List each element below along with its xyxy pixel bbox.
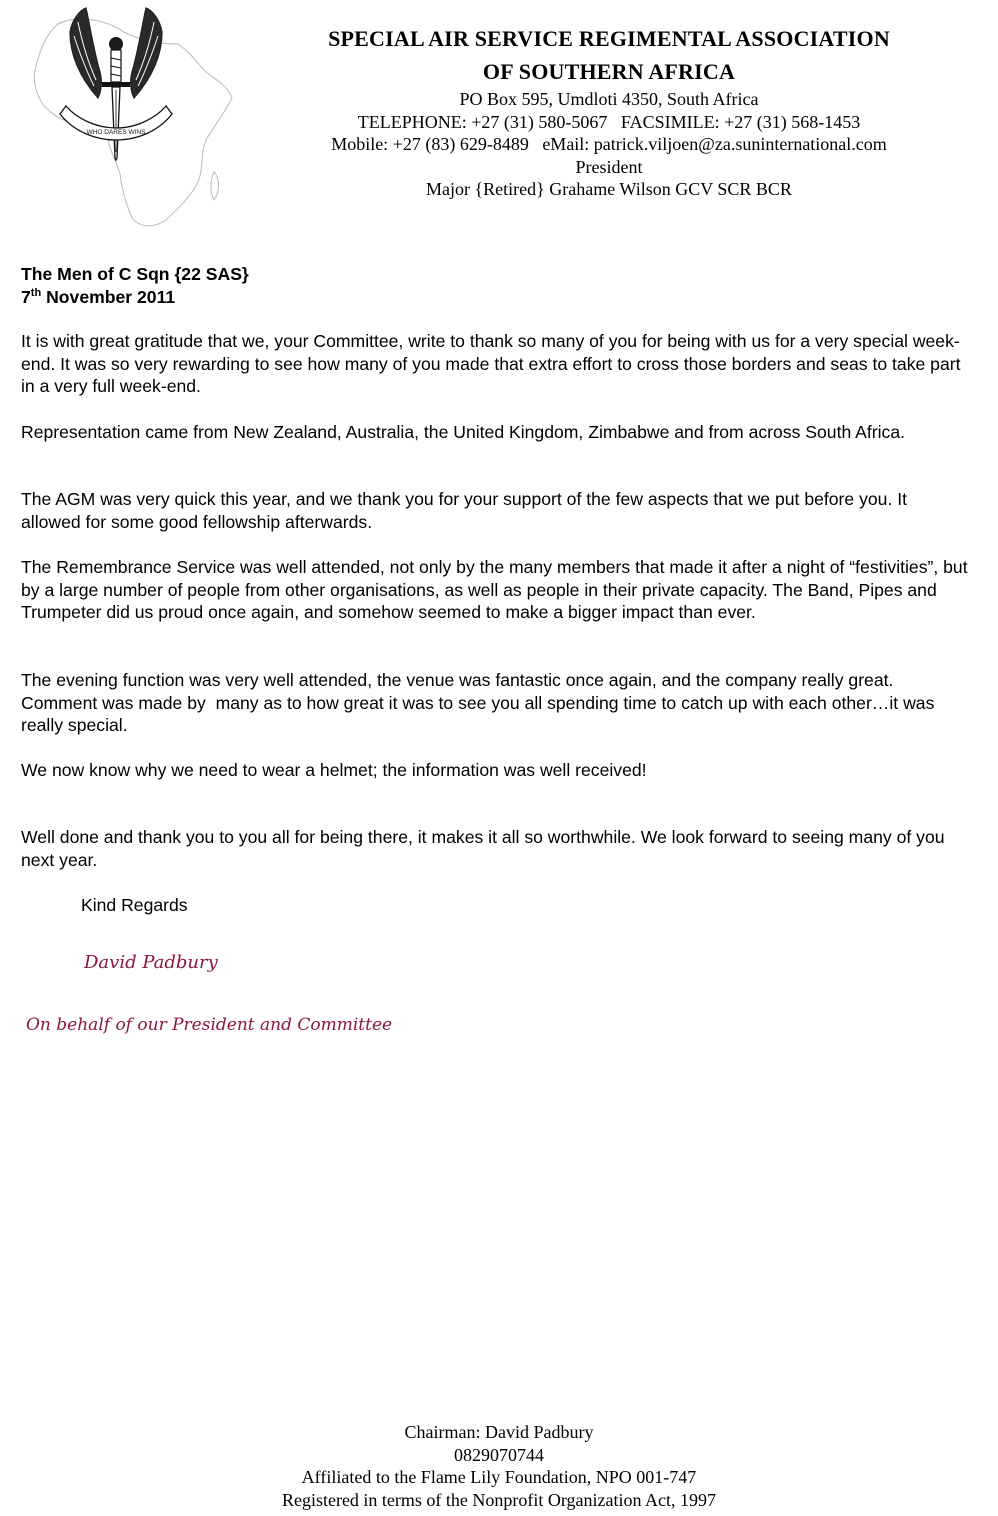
president-label: President [575, 156, 643, 177]
left-wing-icon [70, 8, 101, 98]
paragraph-evening-function: The evening function was very well attended, the venue was fantastic once again, and the company really great. Comment was made by many as to how great it was to see you all spending time to catch up with each other…it was really special. [21, 670, 940, 735]
registration-note: Registered in terms of the Nonprofit Organization Act, 1997 [281, 1489, 717, 1510]
closing-regards: Kind Regards [81, 895, 188, 915]
chairman-name: Chairman: David Padbury [404, 1422, 594, 1442]
date-suffix: th [30, 287, 42, 300]
paragraph-agm: The AGM was very quick this year, and we thank you for your support of the few aspects that we put before you. It allowed for some good fellowship afterwards. [21, 489, 908, 532]
affiliation-note: Affiliated to the Flame Lily Foundation, NPO 001-747 [301, 1467, 697, 1487]
postal-address: PO Box 595, Umdloti 4350, South Africa [459, 89, 759, 109]
paragraph-remembrance: The Remembrance Service was well attended, not only by the many members that made it after a night of “festivities”, but by a large number of people from other organisations, as well as people in their private capacity. The Band, Pipes and Trumpeter did us proud once again, and somehow seemed to make a bigger impact than ever. [21, 557, 968, 622]
sas-emblem-logo [28, 2, 238, 234]
mobile-email: Mobile: +27 (83) 629-8489 eMail: patrick.viljoen@za.suninternational.com [331, 134, 887, 154]
chairman-phone: 0829070744 [454, 1444, 544, 1465]
paragraph-thanks: Well done and thank you to you all for being there, it makes it all so worthwhile. We look forward to seeing many of you next year. [21, 827, 945, 870]
right-wing-icon [131, 8, 162, 98]
date-month-year: November 2011 [41, 287, 176, 307]
letter-footer [180, 1421, 818, 1511]
telephone-fax: TELEPHONE: +27 (31) 580-5067 FACSIMILE: +27 (31) 568-1453 [357, 111, 861, 132]
signature-david-padbury: David Padbury [84, 952, 218, 973]
africa-map-outline [34, 19, 232, 226]
date-day: 7 [21, 287, 31, 307]
paragraph-gratitude: It is with great gratitude that we, your Committee, write to thank so many of you for being with us for a very special week-end. It was so very rewarding to see how many of you made that extra effort to cross those borders and seas to take part in a very full week-end. [21, 331, 961, 396]
letter-date [21, 286, 971, 309]
paragraph-helmet: We now know why we need to wear a helmet; the information was well received! [21, 760, 647, 780]
association-name-line2: OF SOUTHERN AFRICA [482, 59, 736, 84]
recipient-line: The Men of C Sqn {22 SAS} [21, 264, 249, 284]
dagger-icon [102, 37, 130, 160]
president-name: Major {Retired} Grahame Wilson GCV SCR BCR [426, 179, 792, 199]
letterhead [300, 22, 918, 201]
paragraph-representation: Representation came from New Zealand, Australia, the United Kingdom, Zimbabwe and from across South Africa. [21, 422, 906, 442]
motto-text: WHO DARES WINS [86, 129, 146, 136]
on-behalf-of-committee: On behalf of our President and Committee [26, 1015, 393, 1035]
association-name-line1: SPECIAL AIR SERVICE REGIMENTAL ASSOCIATION [328, 26, 890, 51]
